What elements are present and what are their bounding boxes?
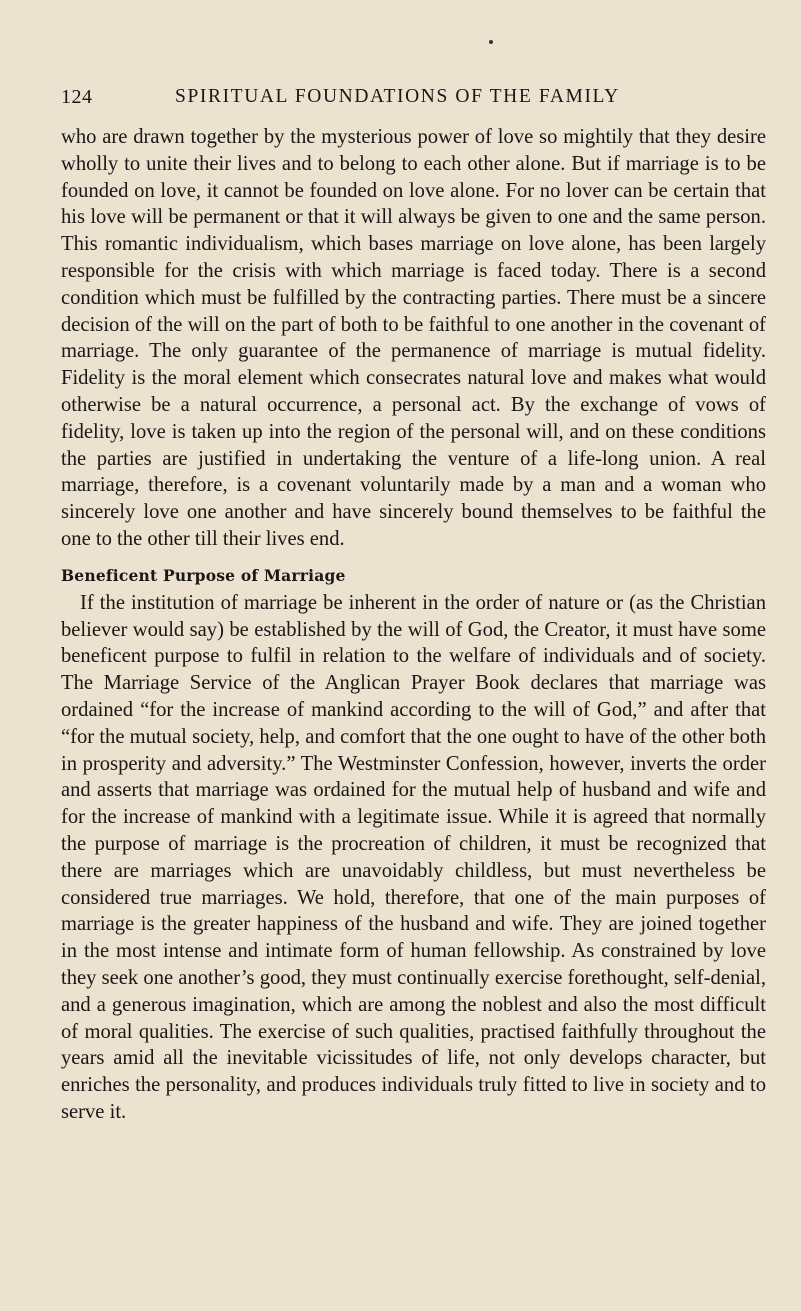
section-heading: Beneficent Purpose of Marriage <box>61 565 346 585</box>
body-text <box>61 124 766 1126</box>
paper-speck <box>489 40 493 44</box>
paragraph: who are drawn together by the mysterious power of love so mightily that they desire wholly to unite their lives and to belong to each other alone. But if marriage is to be founded on love, it cannot be founded on love alone. For no lover can be certain that his love will be permanent or that it will always be given to one and the same person. This romantic individualism, which bases marriage on love alone, has been largely responsible for the crisis with which marriage is faced today. There is a second condition which must be fulfilled by the contracting parties. There must be a sincere decision of the will on the part of both to be faithful to one another in the covenant of marriage. The only guarantee of the permanence of marriage is mutual fidelity. Fidelity is the moral element which consecrates natural love and makes what would otherwise be a natural occurrence, a personal act. By the exchange of vows of fidelity, love is taken up into the region of the personal will, and on these conditions the parties are justified in undertaking the venture of a life-long union. A real marriage, therefore, is a covenant voluntarily made by a man and a woman who sincerely love one another and have sincerely bound themselves to be faithful the one to the other till their lives end. <box>61 126 766 550</box>
page-number: 124 <box>61 86 93 108</box>
running-head <box>61 86 766 112</box>
paragraph: If the institution of marriage be inherent in the order of nature or (as the Christian believer would say) be established by the will of God, the Creator, it must have some beneficent purpose to fulfil in relation to the welfare of individuals and of society. The Marriage Service of the Anglican Prayer Book declares that marriage was ordained “for the increase of mankind according to the will of God,” and after that “for the mutual society, help, and comfort that the one ought to have of the other both in prosperity and adversity.” The Westminster Confession, however, inverts the order and asserts that marriage was ordained for the mutual help of husband and wife and for the increase of mankind with a legitimate issue. While it is agreed that normally the purpose of marriage is the procreation of children, it must be recognized that there are marriages which are unavoidably childless, but must nevertheless be considered true marriages. We hold, therefore, that one of the main purposes of marriage is the greater happiness of the husband and wife. They are joined together in the most intense and intimate form of human fellowship. As constrained by love they seek one another’s good, they must continually exercise forethought, self-denial, and a generous imagination, which are among the noblest and also the most difficult of moral qualities. The exercise of such qualities, practised faithfully throughout the years amid all the inevitable vicissitudes of life, not only develops character, but enriches the personality, and produces individuals truly fitted to live in society and to serve it. <box>61 591 766 1123</box>
running-title: SPIRITUAL FOUNDATIONS OF THE FAMILY <box>175 86 620 107</box>
